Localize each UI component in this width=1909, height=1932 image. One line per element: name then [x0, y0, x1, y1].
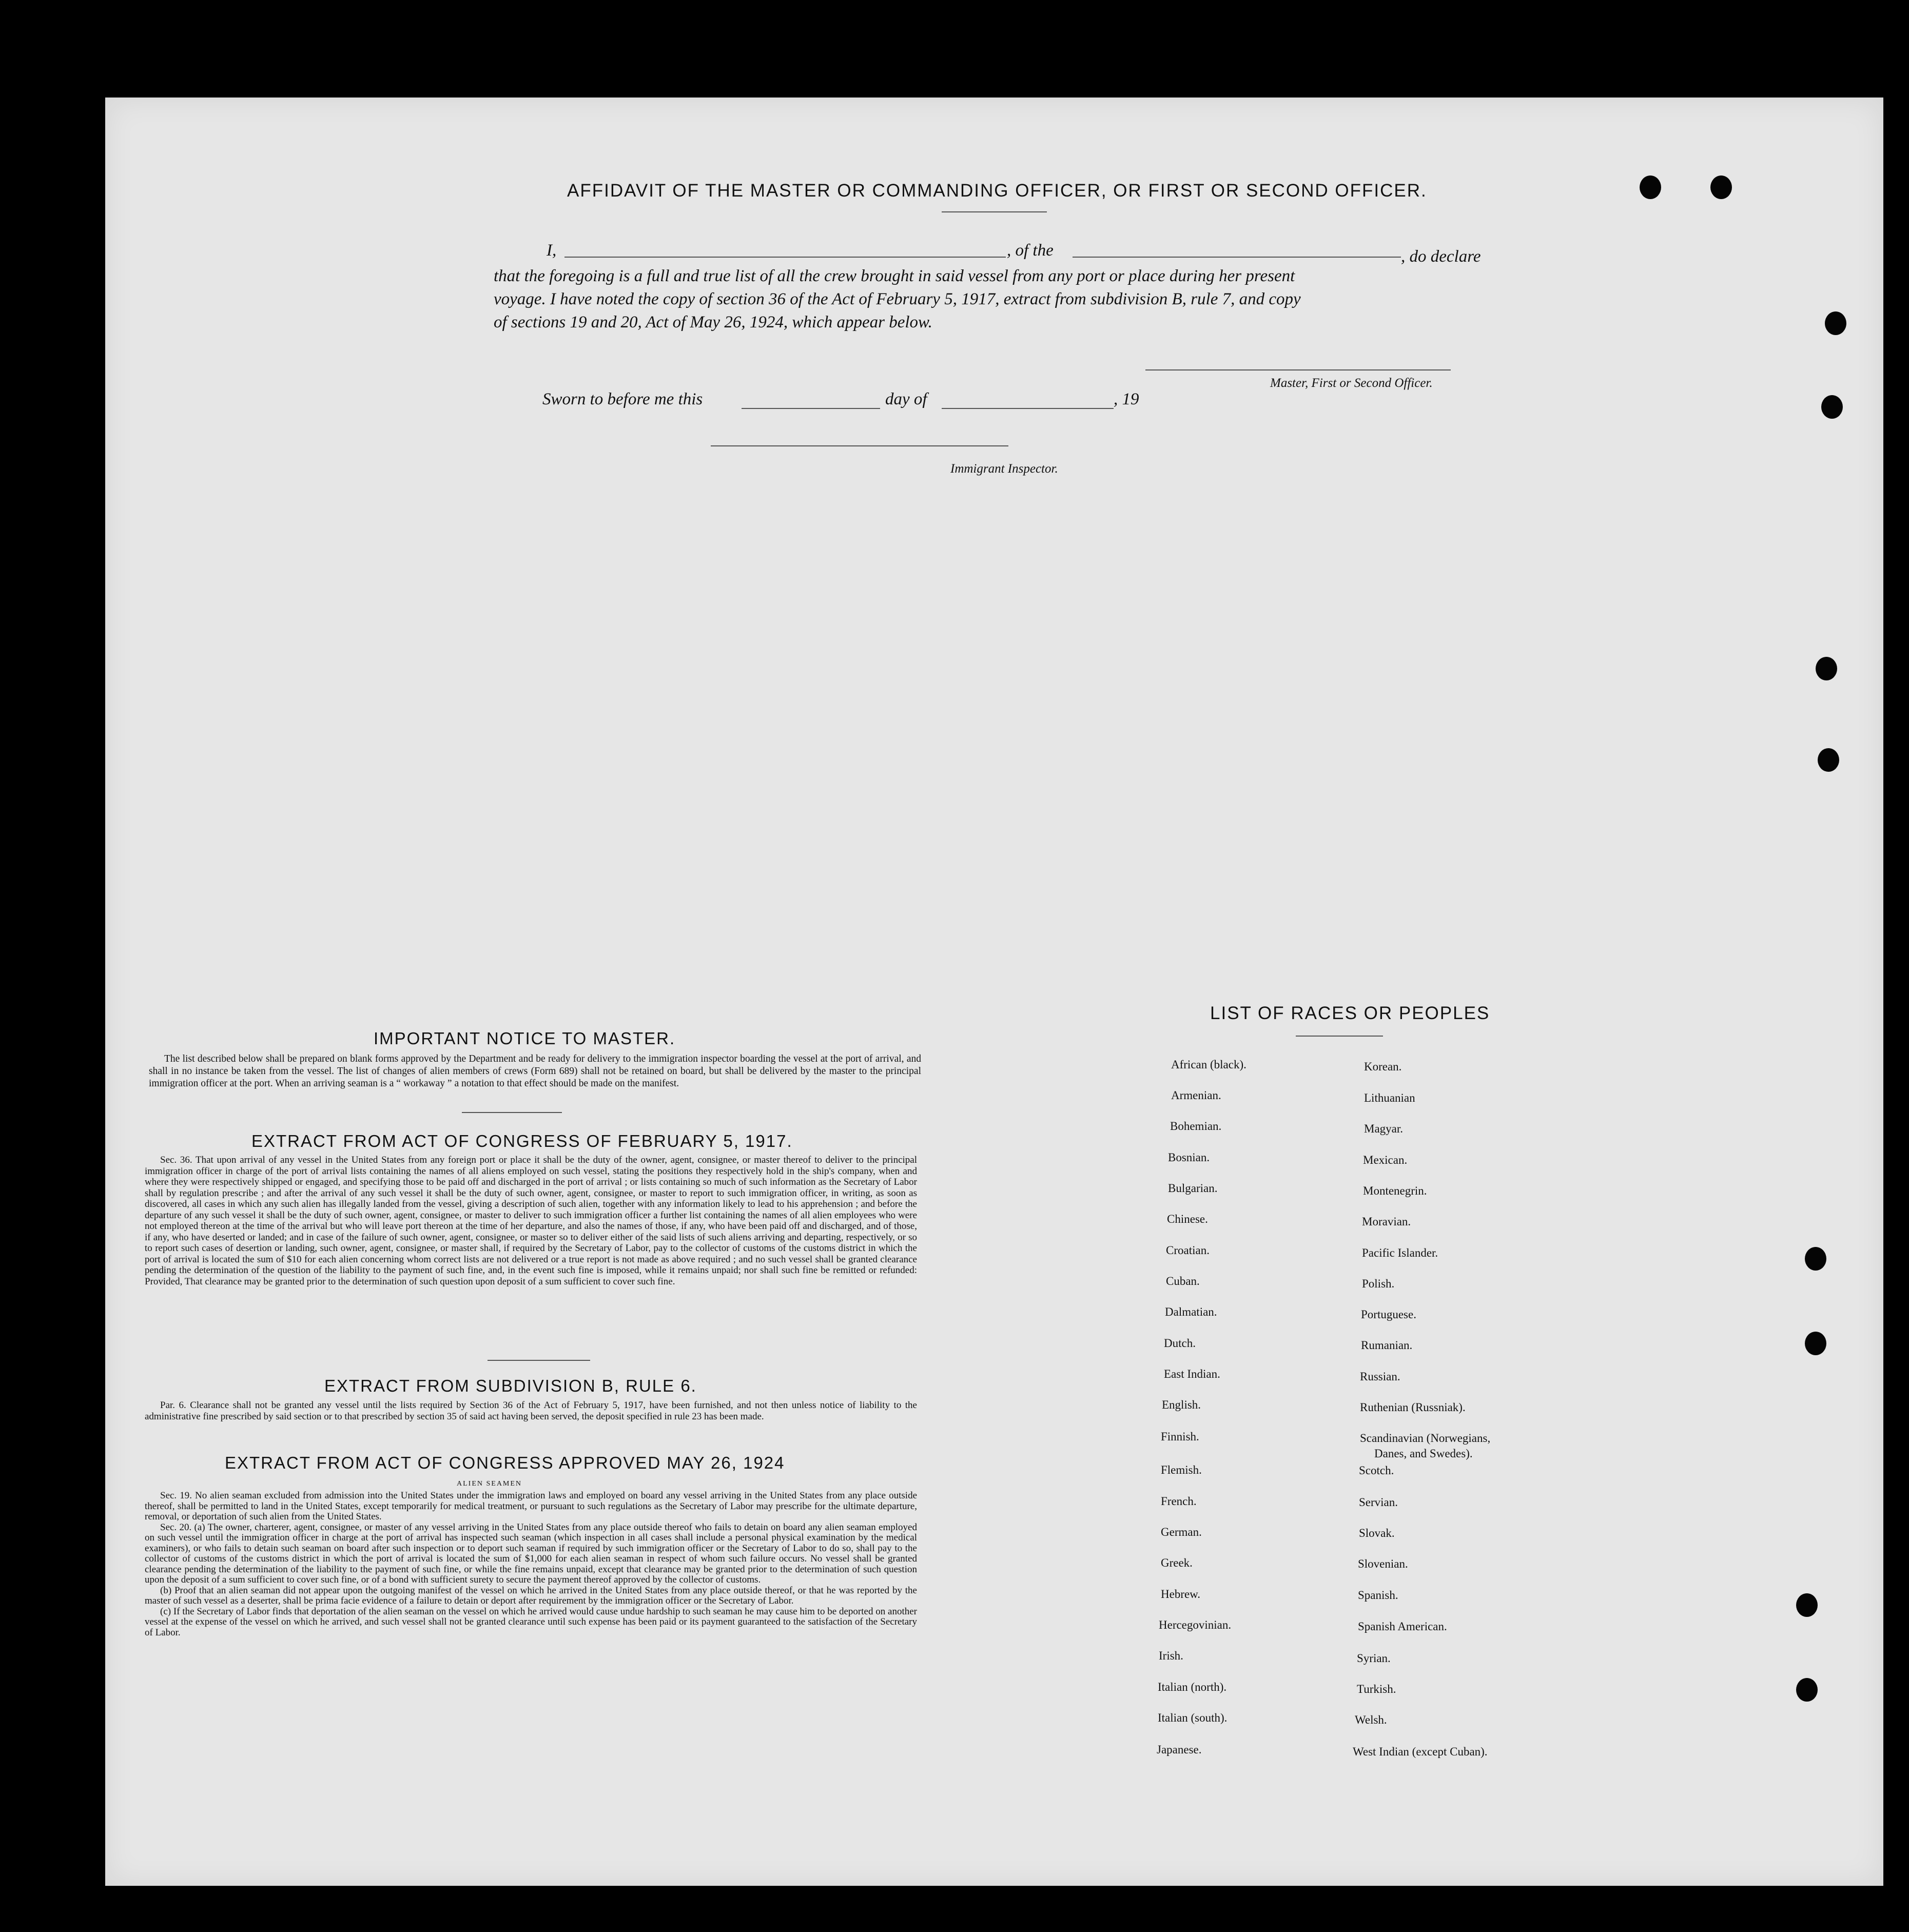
- race-item: Greek.: [1161, 1556, 1193, 1569]
- race-item: Danes, and Swedes).: [1374, 1447, 1473, 1460]
- extract-1917-title: EXTRACT FROM ACT OF CONGRESS OF FEBRUARY 5, 1917.: [251, 1131, 793, 1150]
- race-item: English.: [1162, 1398, 1201, 1411]
- race-item: African (black).: [1171, 1058, 1246, 1071]
- inspector-caption: Immigrant Inspector.: [950, 462, 1058, 476]
- extract-1924-sec20a: Sec. 20. (a) The owner, charterer, agent, consignee, or master of any vessel arriving in the United States from any place outside thereof who fails to detain on board any alien seaman employed on such vessel until the immigration officer in charge at the port of arrival has inspected such seaman (which inspection in all cases shall include a personal physical examination by the medical examiners), or who fails to detain such seaman on board after such inspection or to deport such seaman if required by such immigration officer or the Secretary of Labor to do so, shall pay to the collector of customs of the customs district in which the port of arrival is located the sum of $1,000 for each alien seaman in respect of whom such failure occurs. No vessel shall be granted clearance pending the determination of the liability to the payment of such fine, or while the fine remains unpaid, except that clearance may be granted prior to the determination of such question upon the deposit of a sum sufficient to cover such fine, or of a bond with sufficient surety to secure the payment thereof approved by the collector of customs.: [145, 1521, 917, 1585]
- extract-rule6-title: EXTRACT FROM SUBDIVISION B, RULE 6.: [324, 1376, 697, 1395]
- affidavit-title: AFFIDAVIT OF THE MASTER OR COMMANDING OFFICER, OR FIRST OR SECOND OFFICER.: [567, 181, 1427, 201]
- binder-punch-hole-icon: [1796, 1593, 1818, 1617]
- race-item: Finnish.: [1161, 1430, 1199, 1443]
- race-item: Slovenian.: [1358, 1557, 1408, 1570]
- sworn-year: , 19: [1114, 390, 1139, 408]
- affidavit-i: I,: [547, 241, 557, 260]
- race-item: Scotch.: [1359, 1464, 1394, 1477]
- inspector-signature-line: [711, 445, 1008, 446]
- extract-1924-sec20b: (b) Proof that an alien seaman did not appear upon the outgoing manifest of the vessel on which he arrived in the United States from any place outside thereof, or that he was reported by the master of such vessel as a deserter, shall be prima facie evidence of a failure to detain or deport after requirement by the immigration officer or the Secretary of Labor.: [145, 1585, 917, 1606]
- section-rule: [462, 1112, 562, 1113]
- race-item: Flemish.: [1161, 1463, 1202, 1476]
- race-item: Bosnian.: [1168, 1151, 1210, 1164]
- affidavit-do-declare: , do declare: [1401, 247, 1481, 266]
- extract-1917-text: Sec. 36. That upon arrival of any vessel in the United States from any foreign port or place it shall be the duty of the owner, agent, consignee, or master thereof to deliver to the principal immigration officer in charge of the port of arrival lists containing the names of all aliens employed on such vessel, stating the positions they respectively hold in the ship's company, when and where they were respectively shipped or engaged, and specifying those to be paid off and discharged in the port of arrival ; or lists containing so much of such information as the Secretary of Labor shall by regulation prescribe ; and after the arrival of any such vessel it shall be the duty of such owner, agent, consignee, or master to report to such immigration officer, in writing, as soon as discovered, all cases in which any such alien has illegally landed from the vessel, giving a description of such alien, together with any information likely to lead to his apprehension ; and before the departure of any such vessel it shall be the duty of such owner, agent, consignee, or master to deliver to such immigration officer a further list containing the names of all alien employees who were not employed thereon at the time of the arrival but who will leave port thereon at the time of her departure, and also the names of those, if any, who have been paid off and discharged, and of those, if any, who have deserted or landed; and in case of the failure of such owner, agent, consignee, or master so to deliver either of the said lists of such aliens arriving and departing, respectively, or so to report such cases of desertion or landing, such owner, agent, consignee, or master shall, if required by the Secretary of Labor, pay to the collector of customs of the customs district in which the port of arrival is located the sum of $10 for each alien concerning whom correct lists are not delivered or a true report is not made as above required ; and no such vessel shall be granted clearance pending the determination of the question of the liability to the payment of such fine, and, in the event such fine is imposed, while it remains unpaid; nor shall such fine be remitted or refunded: Provided, That clearance may be granted prior to the determination of such question upon deposit of a sum sufficient to cover such fine.: [145, 1155, 917, 1287]
- binder-punch-hole-icon: [1821, 395, 1843, 419]
- affidavit-of-the: , of the: [1007, 241, 1054, 260]
- binder-punch-hole-icon: [1805, 1247, 1826, 1271]
- extract-1924-title: EXTRACT FROM ACT OF CONGRESS APPROVED MAY 26, 1924: [225, 1453, 785, 1472]
- race-item: Servian.: [1359, 1496, 1398, 1509]
- race-item: Bulgarian.: [1168, 1182, 1218, 1195]
- notice-text: The list described below shall be prepared on blank forms approved by the Department and be ready for delivery to the immigration inspector boarding the vessel at the port of arrival, and shall in no instance be taken from the vessel. The list of changes of alien members of crews (Form 689) shall not be retained on board, but shall be delivered by the master to the principal immigration officer at the port. When an arriving seaman is a “ workaway ” a notation to that effect should be made on the manifest.: [149, 1053, 921, 1089]
- race-item: East Indian.: [1164, 1368, 1220, 1380]
- race-item: Ruthenian (Russniak).: [1360, 1401, 1466, 1414]
- master-signature-line: [1145, 369, 1451, 370]
- race-item: Hebrew.: [1161, 1588, 1201, 1601]
- sworn-prefix: Sworn to before me this: [542, 390, 703, 408]
- race-item: Rumanian.: [1361, 1339, 1413, 1352]
- extract-1924-sec19: Sec. 19. No alien seaman excluded from admission into the United States under the immigration laws and employed on board any vessel arriving in the United States from any place outside thereof, shall be permitted to land in the United States, except temporarily for medical treatment, or pursuant to such regulations as the Secretary of Labor may prescribe for the ultimate departure, removal, or deportation of such alien from the United States.: [145, 1490, 917, 1522]
- affidavit-paragraph-2: voyage. I have noted the copy of section 36 of the Act of February 5, 1917, extract from subdivision B, rule 7, and copy: [494, 290, 1301, 308]
- race-item: Lithuanian: [1364, 1091, 1415, 1104]
- race-item: Magyar.: [1364, 1122, 1404, 1135]
- race-item: Japanese.: [1157, 1743, 1202, 1756]
- race-item: Scandinavian (Norwegians,: [1360, 1432, 1491, 1445]
- binder-punch-hole-icon: [1710, 175, 1732, 199]
- race-item: German.: [1161, 1526, 1202, 1538]
- race-item: Spanish.: [1358, 1589, 1398, 1602]
- race-item: Korean.: [1364, 1060, 1402, 1073]
- race-item: Portuguese.: [1361, 1308, 1416, 1321]
- alien-seamen-subtitle: ALIEN SEAMEN: [457, 1480, 522, 1488]
- race-item: Chinese.: [1167, 1213, 1208, 1225]
- binder-punch-hole-icon: [1816, 657, 1837, 680]
- binder-punch-hole-icon: [1805, 1332, 1826, 1355]
- race-item: Welsh.: [1355, 1713, 1387, 1726]
- race-item: Croatian.: [1166, 1244, 1210, 1257]
- section-rule: [1296, 1036, 1383, 1037]
- race-item: French.: [1161, 1495, 1197, 1508]
- race-item: Irish.: [1159, 1649, 1183, 1662]
- master-signature-caption: Master, First or Second Officer.: [1270, 376, 1433, 390]
- binder-punch-hole-icon: [1796, 1678, 1818, 1702]
- race-item: West Indian (except Cuban).: [1353, 1745, 1488, 1758]
- sworn-day-blank: [742, 408, 880, 409]
- sworn-month-blank: [942, 408, 1114, 409]
- affidavit-paragraph-1: that the foregoing is a full and true list of all the crew brought in said vessel from any port or place during her present: [494, 267, 1295, 285]
- notice-title: IMPORTANT NOTICE TO MASTER.: [374, 1029, 676, 1048]
- race-item: Italian (south).: [1158, 1711, 1228, 1724]
- races-title: LIST OF RACES OR PEOPLES: [1210, 1003, 1490, 1023]
- section-rule: [488, 1360, 590, 1361]
- race-item: Mexican.: [1363, 1154, 1408, 1166]
- race-item: Italian (north).: [1158, 1681, 1227, 1693]
- race-item: Pacific Islander.: [1362, 1246, 1438, 1259]
- race-item: Montenegrin.: [1363, 1184, 1427, 1197]
- vessel-name-blank: [1073, 257, 1401, 258]
- race-item: Cuban.: [1166, 1275, 1200, 1287]
- race-item: Polish.: [1362, 1277, 1395, 1290]
- race-item: Russian.: [1360, 1370, 1400, 1383]
- race-item: Moravian.: [1362, 1215, 1411, 1228]
- race-item: Turkish.: [1357, 1683, 1396, 1695]
- sworn-day-of: day of: [885, 390, 927, 408]
- race-item: Dutch.: [1164, 1337, 1196, 1350]
- race-item: Armenian.: [1171, 1089, 1221, 1102]
- master-name-blank: [564, 257, 1006, 258]
- race-item: Spanish American.: [1358, 1620, 1447, 1633]
- extract-1924-sec20c: (c) If the Secretary of Labor finds that deportation of the alien seaman on the vessel on which he arrived would cause undue hardship to such seaman he may cause him to be deported on another vessel at the expense of the vessel on which he arrived, and such vessel shall not be granted clearance until such expense has been paid or its payment guaranteed to the satisfaction of the Secretary of Labor.: [145, 1606, 917, 1638]
- race-item: Syrian.: [1357, 1652, 1391, 1665]
- binder-punch-hole-icon: [1825, 311, 1846, 335]
- binder-punch-hole-icon: [1818, 748, 1839, 772]
- title-rule: [942, 211, 1047, 212]
- race-item: Dalmatian.: [1165, 1305, 1217, 1318]
- extract-rule6-text: Par. 6. Clearance shall not be granted any vessel until the lists required by Section 36 of the Act of February 5, 1917, have been furnished, and not then unless notice of liability to the administrative fine prescribed by said section or to that prescribed by section 35 of said act having been served, the deposit specified in rule 23 has been made.: [145, 1400, 917, 1422]
- affidavit-paragraph-3: of sections 19 and 20, Act of May 26, 1924, which appear below.: [494, 313, 932, 331]
- race-item: Bohemian.: [1170, 1120, 1222, 1133]
- binder-punch-hole-icon: [1640, 175, 1661, 199]
- race-item: Slovak.: [1359, 1527, 1395, 1539]
- race-item: Hercegovinian.: [1159, 1618, 1232, 1631]
